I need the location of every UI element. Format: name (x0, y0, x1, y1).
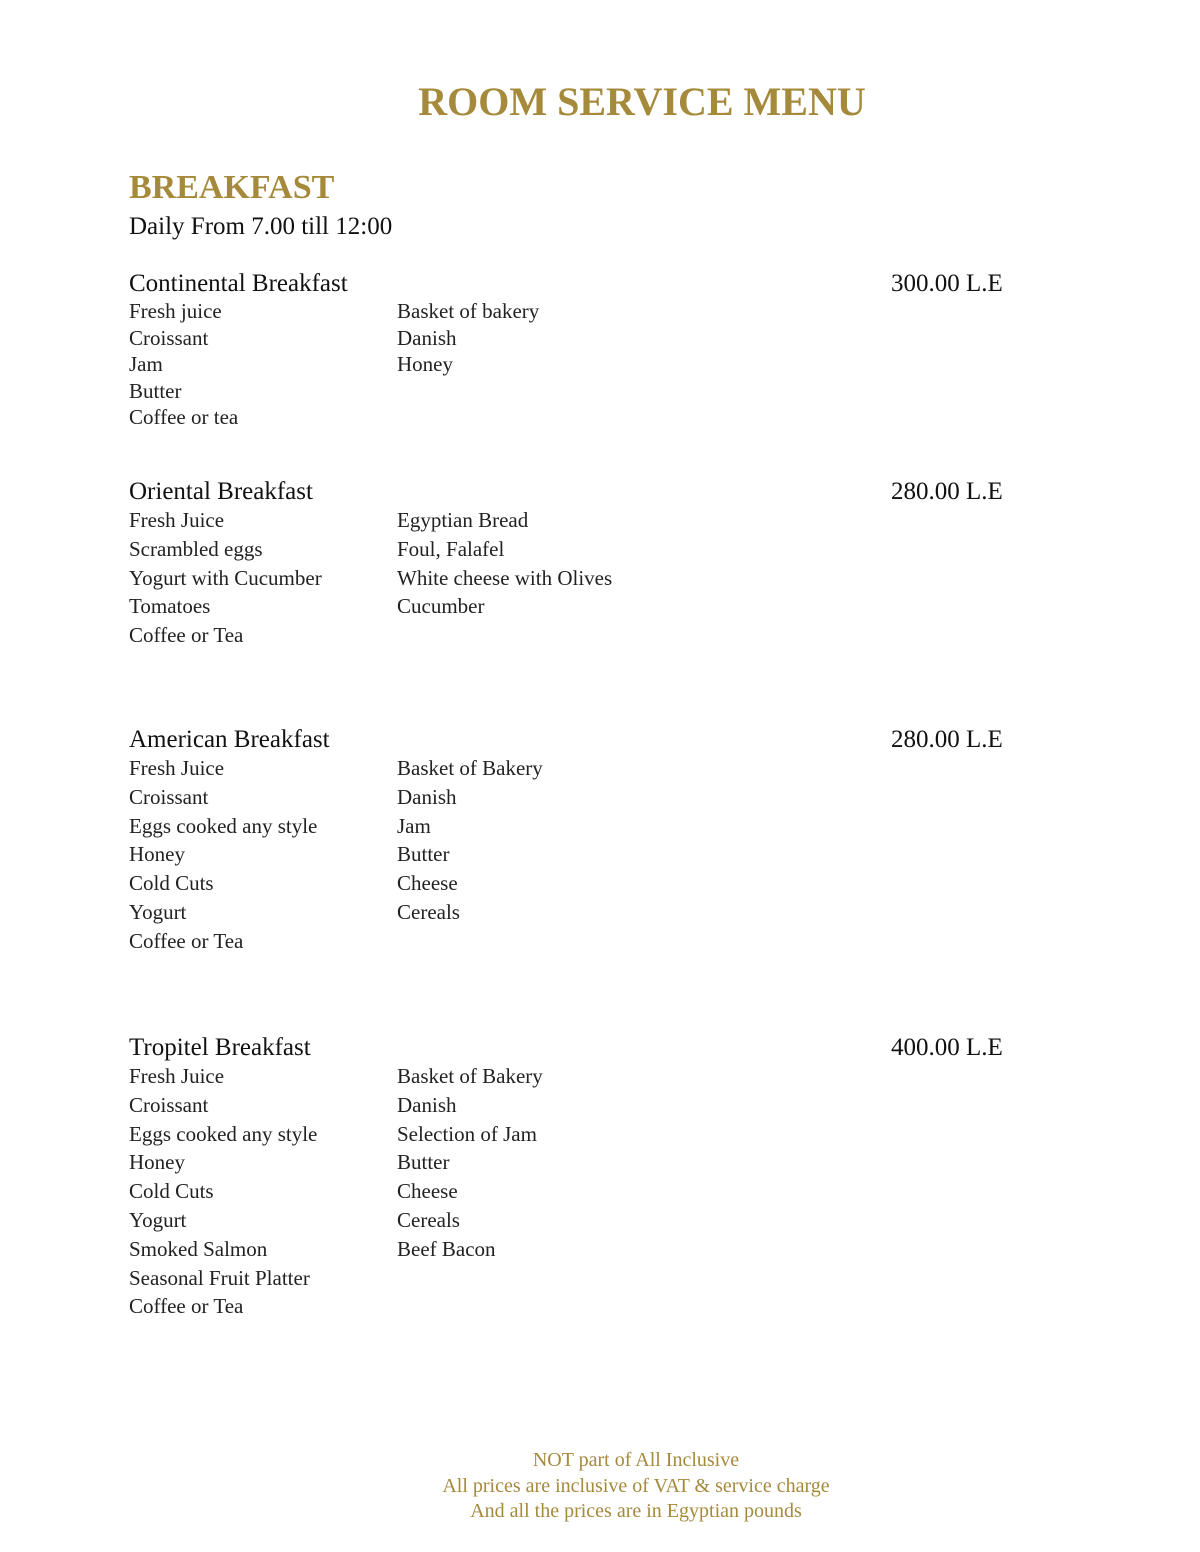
item-component: Cheese (397, 871, 458, 896)
item-component: Seasonal Fruit Platter (129, 1265, 310, 1290)
item-component: Honey (397, 352, 453, 376)
item-component: White cheese with Olives (397, 565, 613, 590)
item-component: Egyptian Bread (397, 508, 529, 532)
item-component: Danish (397, 784, 457, 809)
item-name: American Breakfast (129, 726, 330, 753)
item-price: 400.00 L.E (891, 1034, 1003, 1061)
page-title: ROOM SERVICE MENU (418, 79, 866, 124)
item-component: Danish (397, 325, 457, 350)
item-name: Oriental Breakfast (129, 478, 313, 505)
item-component: Butter (397, 842, 450, 867)
item-component: Cereals (397, 1207, 460, 1232)
item-components-right (397, 506, 612, 621)
item-price: 300.00 L.E (891, 270, 1003, 297)
item-component: Cold Cuts (129, 871, 214, 896)
item-components-right (397, 298, 539, 378)
item-component: Danish (397, 1092, 457, 1117)
item-component: Cold Cuts (129, 1179, 214, 1204)
item-component: Smoked Salmon (129, 1236, 268, 1261)
item-component: Tomatoes (129, 594, 211, 619)
item-component: Basket of Bakery (397, 1064, 543, 1088)
item-component: Selection of Jam (397, 1121, 537, 1146)
item-component: Yogurt with Cucumber (129, 565, 322, 590)
item-component: Jam (129, 352, 163, 376)
footer-line: And all the prices are in Egyptian pounds (470, 1500, 802, 1522)
item-price: 280.00 L.E (891, 726, 1003, 753)
item-component: Yogurt (129, 899, 187, 924)
section-title-breakfast: BREAKFAST (129, 169, 335, 206)
item-component: Fresh Juice (129, 756, 225, 780)
item-component: Coffee or tea (129, 405, 239, 429)
footer-notes (0, 1448, 1200, 1525)
item-component: Coffee or Tea (129, 1294, 244, 1319)
item-components-left (129, 1062, 317, 1321)
item-component: Yogurt (129, 1207, 187, 1232)
item-component: Cucumber (397, 594, 485, 619)
item-component: Fresh Juice (129, 508, 225, 532)
item-component: Eggs cooked any style (129, 813, 318, 838)
item-component: Croissant (129, 1092, 209, 1117)
item-component: Croissant (129, 784, 209, 809)
item-component: Fresh Juice (129, 1064, 225, 1088)
item-components-right (397, 1062, 543, 1264)
item-component: Scrambled eggs (129, 536, 263, 561)
item-components-left (129, 506, 322, 650)
item-component: Fresh juice (129, 299, 222, 323)
item-component: Butter (397, 1150, 450, 1175)
item-component: Honey (129, 842, 185, 867)
item-name: Tropitel Breakfast (129, 1034, 311, 1061)
item-component: Jam (397, 813, 431, 838)
item-component: Eggs cooked any style (129, 1121, 318, 1146)
item-component: Coffee or Tea (129, 928, 244, 953)
item-component: Basket of Bakery (397, 756, 543, 780)
footer-line: NOT part of All Inclusive (532, 1449, 740, 1471)
item-component: Honey (129, 1150, 185, 1175)
footer-line: All prices are inclusive of VAT & service charge (442, 1474, 830, 1497)
item-name: Continental Breakfast (129, 270, 348, 297)
item-component: Cereals (397, 899, 460, 924)
item-component: Coffee or Tea (129, 623, 244, 648)
item-component: Croissant (129, 325, 209, 350)
item-component: Butter (129, 378, 182, 403)
item-components-right (397, 754, 543, 927)
item-component: Cheese (397, 1179, 458, 1204)
item-component: Foul, Falafel (397, 536, 505, 561)
item-components-left (129, 298, 238, 431)
section-hours: Daily From 7.00 till 12:00 (129, 213, 393, 240)
item-component: Basket of bakery (397, 299, 540, 323)
item-price: 280.00 L.E (891, 478, 1003, 505)
item-component: Beef Bacon (397, 1236, 496, 1261)
item-components-left (129, 754, 317, 956)
